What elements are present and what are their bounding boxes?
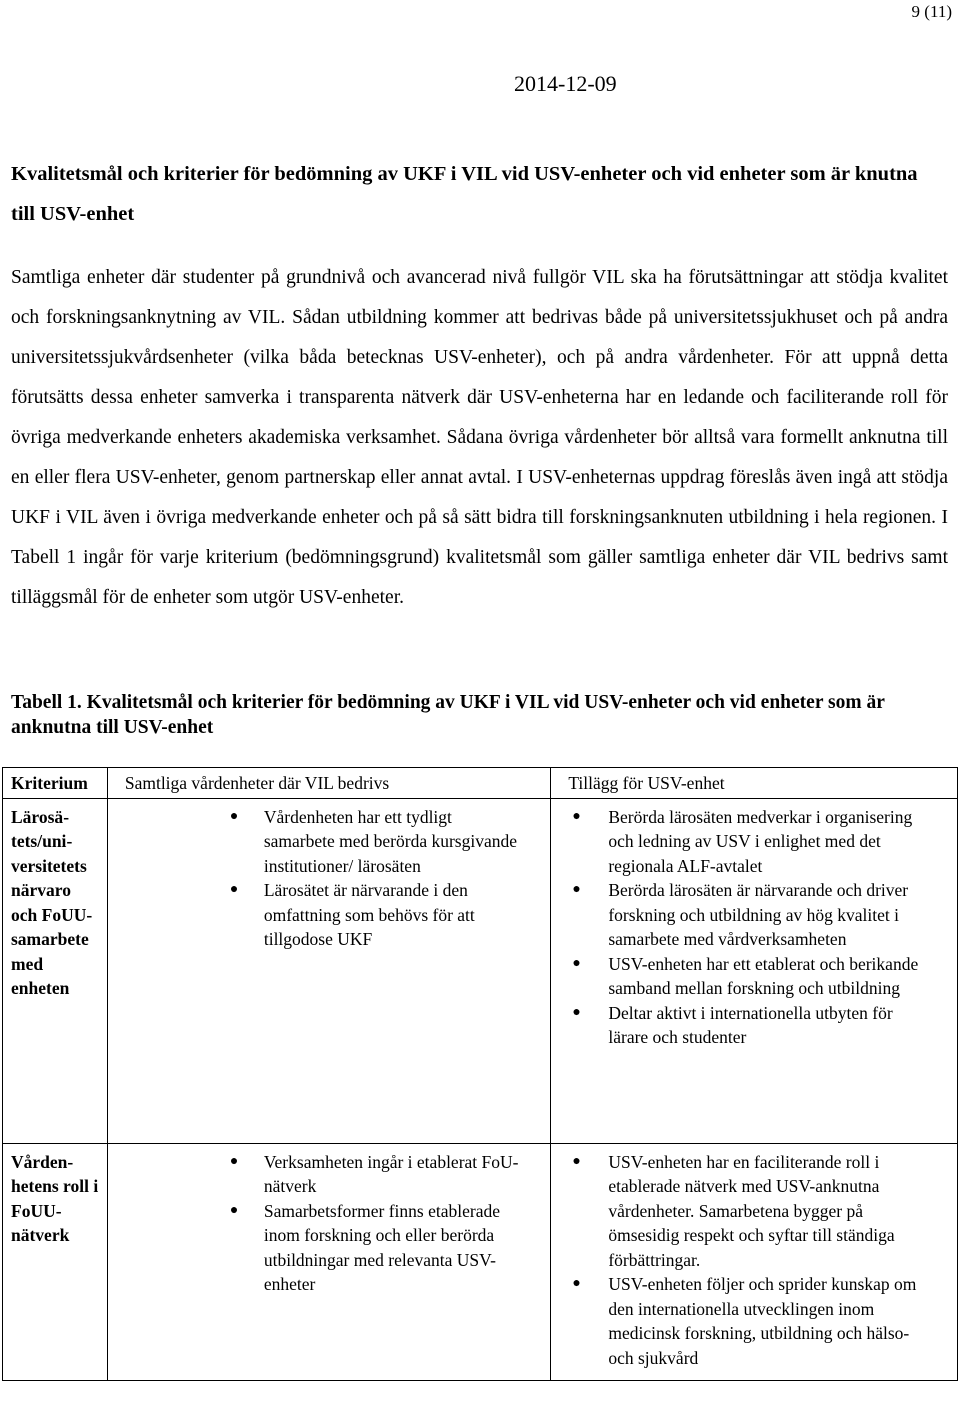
list-item xyxy=(551,1001,929,1050)
list-item-text: USV-enheten följer och sprider kunskap om den internationella utvecklingen inom medicinsk forskning, utbildning och hälso- och sjukvård xyxy=(608,1274,917,1368)
list-item-text: Berörda lärosäten medverkar i organisering och ledning av USV i enlighet med det regionala ALF-avtalet xyxy=(608,806,913,876)
bullet-dot-icon: ● xyxy=(572,1276,581,1291)
list-item xyxy=(551,1150,929,1273)
header-usv-addition xyxy=(551,768,958,799)
list-item-text: Deltar aktivt i internationella utbyten för lärare och studenter xyxy=(608,1002,893,1047)
list-item xyxy=(228,878,521,952)
bullet-dot-icon: ● xyxy=(229,808,239,824)
usv-addition-cell xyxy=(551,1143,958,1381)
all-units-list xyxy=(108,799,551,962)
document-title: Kvalitetsmål och kriterier för bedömning av UKF i VIL vid USV-enheter och vid enheter som är knutna till USV-enhet xyxy=(11,163,918,225)
list-item-text: USV-enheten har ett etablerat och berikande samband mellan forskning och utbildning xyxy=(608,953,919,998)
list-item-text: USV-enheten har en faciliterande roll i etablerade nätverk med USV-anknutna vårdenheter. Samarbetena bygger på ömsesidig respekt och syftar till ständiga förbättringar. xyxy=(608,1151,895,1270)
bullet-dot-icon: ● xyxy=(572,882,581,897)
header-criterion xyxy=(3,768,108,799)
bullet-dot-icon: ● xyxy=(572,1153,581,1169)
list-item-text: Verksamheten ingår i etablerat FoU-nätverk xyxy=(263,1151,519,1196)
criterion-cell xyxy=(3,1143,108,1381)
bullet-dot-icon: ● xyxy=(572,955,581,971)
table-header-row xyxy=(3,768,958,799)
list-item xyxy=(551,805,929,879)
criterion-label: Vårdenhetens roll i FoUU-nätverk xyxy=(11,1151,99,1245)
list-item xyxy=(228,1150,521,1199)
list-item xyxy=(228,805,521,879)
bullet-dot-icon: ● xyxy=(229,1153,239,1169)
table-row xyxy=(3,798,958,1143)
page-number: 9 (11) xyxy=(911,2,952,21)
header-all-units xyxy=(107,768,551,799)
document-date: 2014-12-09 xyxy=(514,71,617,96)
list-item-text: Berörda lärosäten är närvarande och driver forskning och utbildning av hög kvalitet i samarbete med vårdverksamheten xyxy=(608,880,909,949)
list-item xyxy=(551,1272,929,1370)
table-row xyxy=(3,1143,958,1381)
all-units-cell xyxy=(107,798,551,1143)
all-units-cell xyxy=(107,1143,551,1381)
all-units-list xyxy=(108,1144,551,1307)
intro-paragraph: Samtliga enheter där studenter på grundnivå och avancerad nivå fullgör VIL ska ha förutsättningar att stödja kvalitet och forskningsanknytning av VIL. Sådan utbildning kommer att bedrivas både på universitetssjukhuset och på andra universitetssjukvårdsenheter (vilka båda betecknas USV-enheter), och på andra vårdenheter. För att uppnå detta förutsätts dessa enheter samverka i transparenta nätverk där USV-enheterna har en ledande och faciliterande roll för övriga medverkande enheters akademiska verksamhet. Sådana övriga vårdenheter bör alltså vara formellt anknutna till en eller flera USV-enheter, genom partnerskap eller annat avtal. I USV-enheternas uppdrag föreslås även ingå att stödja UKF i VIL även i övriga medverkande enheter och på så sätt bidra till forskningsanknuten utbildning i hela regionen. I Tabell 1 ingår för varje kriterium (bedömningsgrund) kvalitetsmål som gäller samtliga enheter där VIL bedrivs samt tilläggsmål för de enheter som utgör USV-enheter. xyxy=(11,267,948,608)
bullet-dot-icon: ● xyxy=(572,808,581,824)
usv-addition-list xyxy=(551,1144,957,1381)
bullet-dot-icon: ● xyxy=(229,1202,239,1218)
criterion-label: Lärosätets/universitetets närvaro och FoUU-samarbete med enheten xyxy=(11,806,93,998)
list-item-text: Vårdenheten har ett tydligt samarbete med berörda kursgivande institutioner/ lärosäten xyxy=(263,806,518,876)
bullet-dot-icon: ● xyxy=(229,882,239,897)
usv-addition-cell xyxy=(551,798,958,1143)
list-item xyxy=(228,1199,521,1297)
header-usv-addition-label: Tillägg för USV-enhet xyxy=(568,773,725,793)
header-all-units-label: Samtliga vårdenheter där VIL bedrivs xyxy=(124,773,390,793)
table-caption: Tabell 1. Kvalitetsmål och kriterier för bedömning av UKF i VIL vid USV-enheter och vid enheter som är anknutna till USV-enhet xyxy=(11,692,885,738)
list-item-text: Samarbetsformer finns etablerade inom forskning och eller berörda utbildningar med relevanta USV-enheter xyxy=(263,1200,500,1294)
list-item-text: Lärosätet är närvarande i den omfattning som behövs för att tillgodose UKF xyxy=(263,880,475,949)
criteria-table xyxy=(2,767,958,1381)
list-item xyxy=(551,952,929,1001)
usv-addition-list xyxy=(551,799,957,1060)
header-criterion-label: Kriterium xyxy=(11,773,88,793)
list-item xyxy=(551,878,929,952)
bullet-dot-icon: ● xyxy=(572,1004,581,1020)
criterion-cell xyxy=(3,798,108,1143)
